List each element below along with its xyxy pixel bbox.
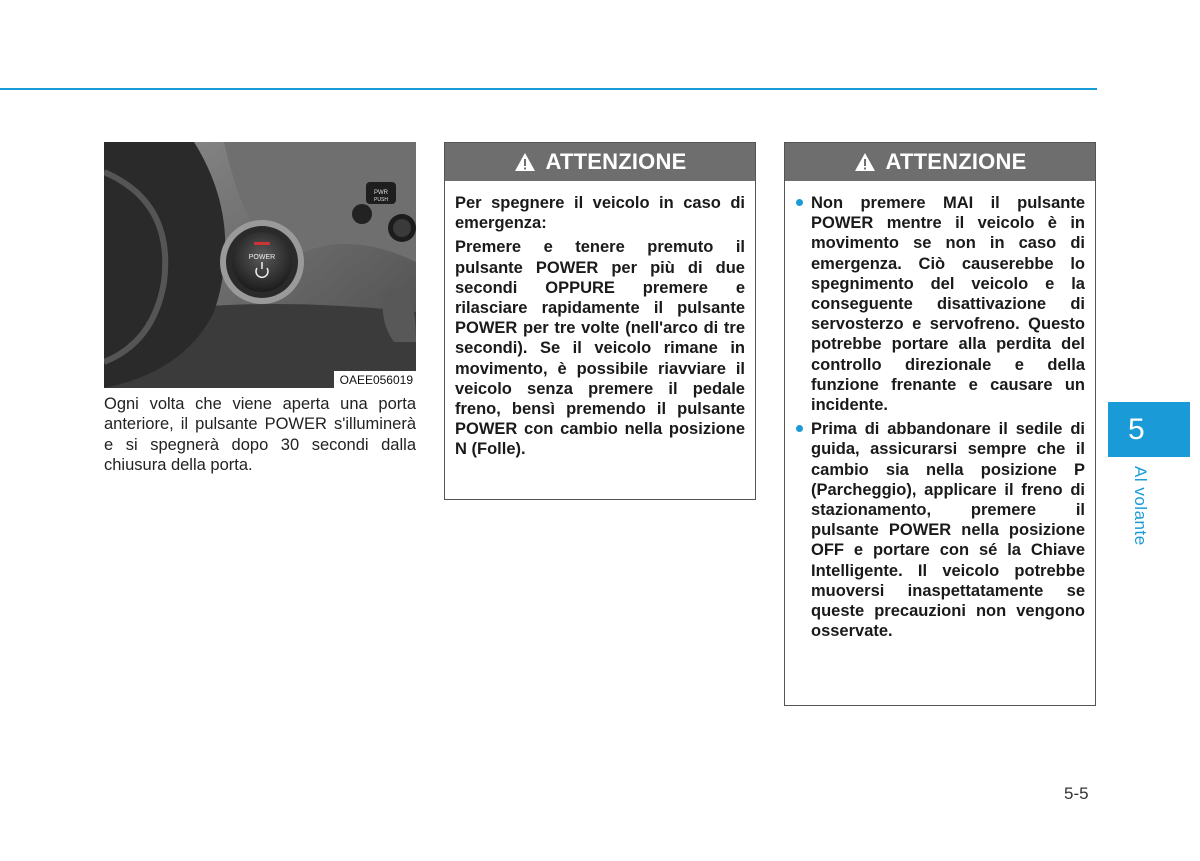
warning-triangle-icon: [854, 152, 876, 172]
svg-text:PUSH: PUSH: [374, 197, 388, 203]
warning-title: ATTENZIONE: [545, 149, 687, 174]
power-button-photo: [104, 142, 416, 388]
warning-paragraph: Premere e tenere premuto il pulsante POWER per più di due secondi OPPURE premere e rilasciare rapidamente il pulsante POWER per tre volte (nell'arco di tre secondi). Se il veicolo rimane in movimento, è possibile riavviare il veicolo senza premere il pedale freno, bensì premendo il pulsante POWER con cambio nella posizione N (Folle).: [455, 238, 745, 459]
warning-bullet: Prima di abbandonare il sedile di guida, assicurarsi sempre che il cambio sia nella posizione P (Parcheggio), applicare il freno di stazionamento, premere il pulsante POWER nella posizione OFF e portare con sé la Chiave Intelligente. Il veicolo potrebbe muoversi inaspettatamente se queste precauzioni non vengono osservate.: [795, 419, 1085, 641]
warning-title: ATTENZIONE: [885, 149, 1027, 174]
warning-header: [445, 143, 755, 181]
figure-code: OAEE056019: [334, 371, 416, 388]
warning-paragraph: Per spegnere il veicolo in caso di emergenza:: [455, 194, 745, 233]
warning-header: [785, 143, 1095, 181]
page-number: 5-5: [1064, 784, 1089, 803]
chapter-label: Al volante: [1131, 466, 1150, 546]
warning-box-left: [444, 142, 756, 500]
pwr-push-label: PWR: [374, 190, 388, 196]
power-button-label: POWER: [248, 254, 276, 261]
warning-bullet: Non premere MAI il pulsante POWER mentre il veicolo è in movimento se non in caso di emergenza. Ciò causerebbe lo spegnimento del veicolo e la conseguente disattivazione di servosterzo e servofreno. Questo potrebbe portare alla perdita del controllo direzionale e della funzione frenante e causare un incidente.: [795, 193, 1085, 415]
body-paragraph: Ogni volta che viene aperta una porta anteriore, il pulsante POWER s'illuminerà e si spegnerà dopo 30 secondi dalla chiusura della porta.: [104, 395, 416, 475]
warning-triangle-icon: [514, 152, 536, 172]
dashboard-illustration: [104, 142, 416, 388]
chapter-tab: 5: [1108, 402, 1190, 457]
warning-box-right: [784, 142, 1096, 706]
top-rule: [0, 88, 1097, 90]
warning-bullet-list: [795, 193, 1085, 641]
